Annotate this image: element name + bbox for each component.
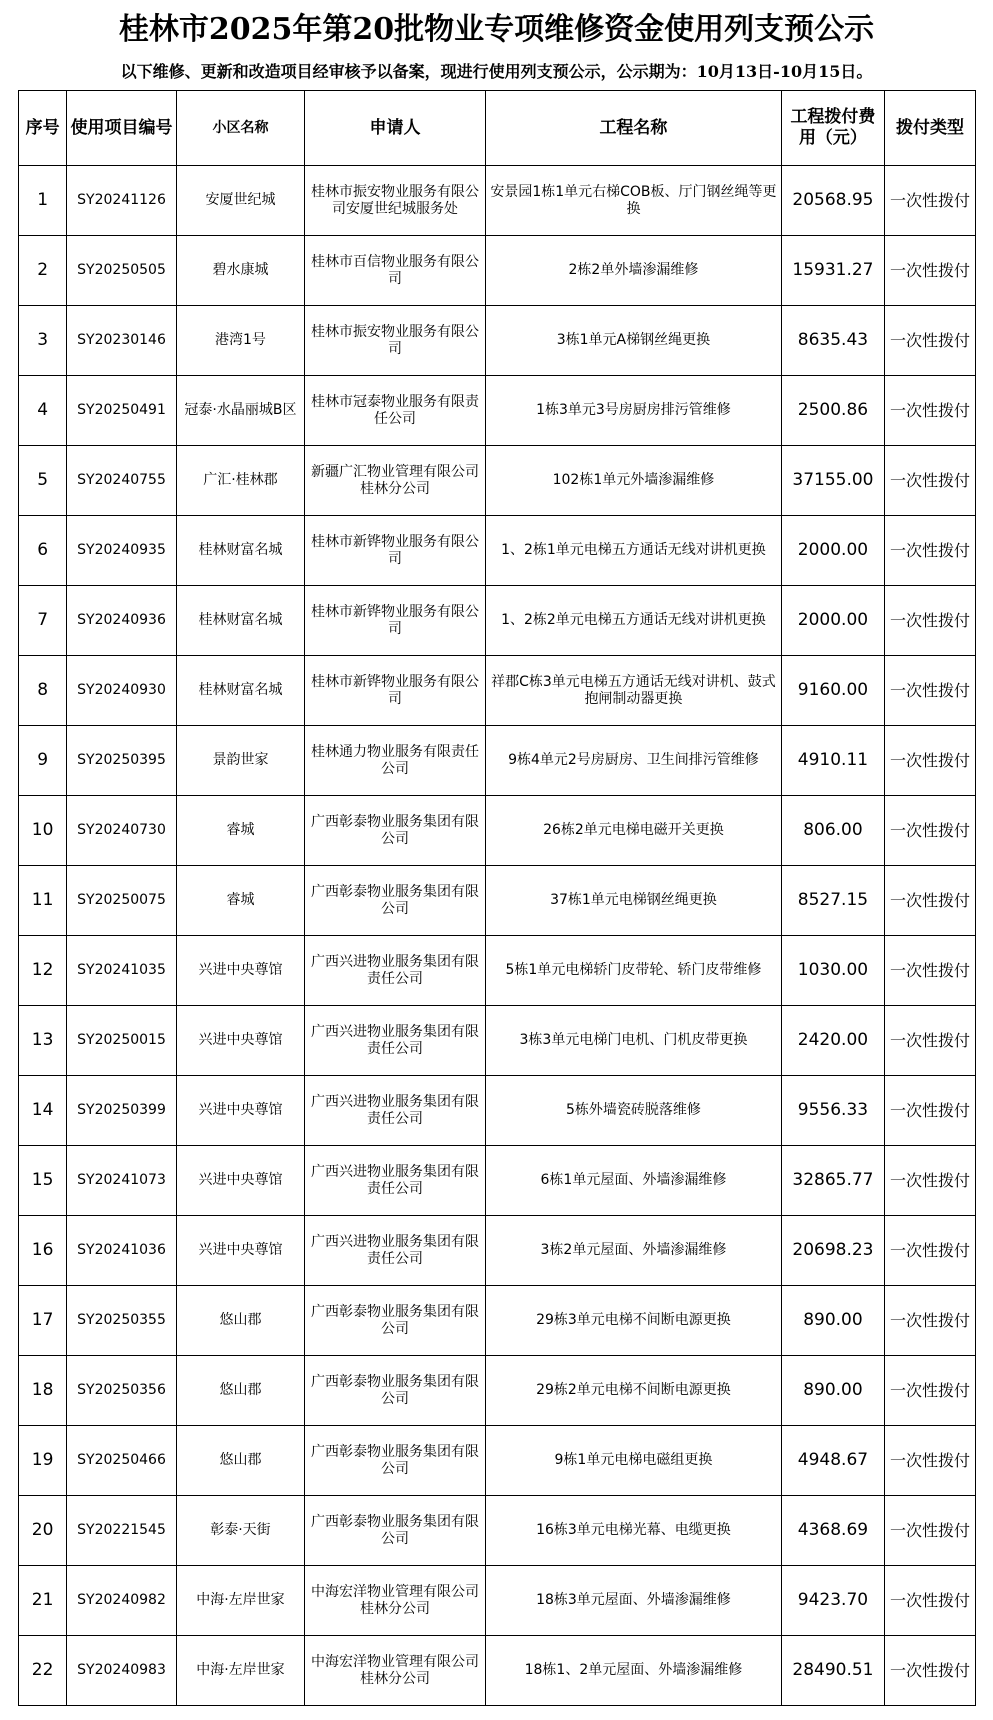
- header-amount: 工程拨付费用（元）: [781, 91, 884, 166]
- cell-project-id: SY20241073: [67, 1146, 177, 1216]
- cell-project-name: 18栋1、2单元屋面、外墙渗漏维修: [485, 1636, 781, 1706]
- cell-project-name: 9栋4单元2号房厨房、卫生间排污管维修: [485, 726, 781, 796]
- cell-amount: 9160.00: [781, 656, 884, 726]
- cell-project-name: 6栋1单元屋面、外墙渗漏维修: [485, 1146, 781, 1216]
- cell-amount: 32865.77: [781, 1146, 884, 1216]
- cell-amount: 1030.00: [781, 936, 884, 1006]
- cell-amount: 9556.33: [781, 1076, 884, 1146]
- cell-project-name: 102栋1单元外墙渗漏维修: [485, 446, 781, 516]
- cell-amount: 2500.86: [781, 376, 884, 446]
- table-row: [19, 586, 976, 656]
- cell-payment-type: 一次性拨付: [884, 376, 975, 446]
- cell-project-name: 3栋3单元电梯门电机、门机皮带更换: [485, 1006, 781, 1076]
- cell-community: 广汇·桂林郡: [176, 446, 304, 516]
- cell-project-id: SY20250356: [67, 1356, 177, 1426]
- cell-applicant: 广西彰泰物业服务集团有限公司: [305, 1356, 486, 1426]
- cell-payment-type: 一次性拨付: [884, 1496, 975, 1566]
- cell-amount: 4948.67: [781, 1426, 884, 1496]
- header-community: 小区名称: [176, 91, 304, 166]
- cell-applicant: 桂林市振安物业服务有限公司: [305, 306, 486, 376]
- cell-project-id: SY20240935: [67, 516, 177, 586]
- cell-community: 中海·左岸世家: [176, 1566, 304, 1636]
- table-header-row: [19, 91, 976, 166]
- cell-index: 18: [19, 1356, 67, 1426]
- cell-project-id: SY20221545: [67, 1496, 177, 1566]
- table-row: [19, 796, 976, 866]
- table-row: [19, 1286, 976, 1356]
- document-subtitle: 以下维修、更新和改造项目经审核予以备案，现进行使用列支预公示，公示期为：10月13日-10月15日。: [120, 62, 873, 81]
- table-row: [19, 1426, 976, 1496]
- cell-applicant: 广西兴进物业服务集团有限责任公司: [305, 936, 486, 1006]
- cell-amount: 20698.23: [781, 1216, 884, 1286]
- cell-payment-type: 一次性拨付: [884, 796, 975, 866]
- cell-index: 21: [19, 1566, 67, 1636]
- cell-applicant: 桂林市百信物业服务有限公司: [305, 236, 486, 306]
- cell-project-id: SY20240983: [67, 1636, 177, 1706]
- cell-community: 睿城: [176, 796, 304, 866]
- cell-applicant: 广西兴进物业服务集团有限责任公司: [305, 1216, 486, 1286]
- cell-applicant: 中海宏洋物业管理有限公司桂林分公司: [305, 1636, 486, 1706]
- cell-amount: 890.00: [781, 1286, 884, 1356]
- cell-project-id: SY20250466: [67, 1426, 177, 1496]
- cell-community: 港湾1号: [176, 306, 304, 376]
- cell-index: 16: [19, 1216, 67, 1286]
- cell-project-name: 37栋1单元电梯钢丝绳更换: [485, 866, 781, 936]
- table-row: [19, 376, 976, 446]
- cell-amount: 4368.69: [781, 1496, 884, 1566]
- cell-payment-type: 一次性拨付: [884, 1356, 975, 1426]
- cell-project-name: 3栋2单元屋面、外墙渗漏维修: [485, 1216, 781, 1286]
- cell-payment-type: 一次性拨付: [884, 1566, 975, 1636]
- cell-applicant: 桂林市冠泰物业服务有限责任公司: [305, 376, 486, 446]
- cell-amount: 2000.00: [781, 516, 884, 586]
- cell-amount: 15931.27: [781, 236, 884, 306]
- cell-community: 兴进中央尊馆: [176, 1076, 304, 1146]
- cell-community: 兴进中央尊馆: [176, 936, 304, 1006]
- document-title: 桂林市2025年第20批物业专项维修资金使用列支预公示: [118, 12, 875, 47]
- cell-payment-type: 一次性拨付: [884, 1286, 975, 1356]
- cell-applicant: 桂林市振安物业服务有限公司安厦世纪城服务处: [305, 166, 486, 236]
- cell-payment-type: 一次性拨付: [884, 166, 975, 236]
- table-body: [19, 166, 976, 1706]
- table-row: [19, 866, 976, 936]
- cell-applicant: 桂林市新铧物业服务有限公司: [305, 586, 486, 656]
- cell-project-name: 29栋3单元电梯不间断电源更换: [485, 1286, 781, 1356]
- cell-payment-type: 一次性拨付: [884, 236, 975, 306]
- cell-project-name: 18栋3单元屋面、外墙渗漏维修: [485, 1566, 781, 1636]
- cell-payment-type: 一次性拨付: [884, 1006, 975, 1076]
- cell-community: 桂林财富名城: [176, 586, 304, 656]
- cell-project-id: SY20250491: [67, 376, 177, 446]
- cell-community: 安厦世纪城: [176, 166, 304, 236]
- cell-project-name: 1、2栋1单元电梯五方通话无线对讲机更换: [485, 516, 781, 586]
- cell-project-id: SY20241035: [67, 936, 177, 1006]
- table-row: [19, 1356, 976, 1426]
- cell-project-id: SY20240982: [67, 1566, 177, 1636]
- cell-project-name: 5栋1单元电梯轿门皮带轮、轿门皮带维修: [485, 936, 781, 1006]
- cell-applicant: 广西彰泰物业服务集团有限公司: [305, 796, 486, 866]
- cell-project-id: SY20250355: [67, 1286, 177, 1356]
- cell-project-id: SY20250015: [67, 1006, 177, 1076]
- cell-amount: 806.00: [781, 796, 884, 866]
- table-row: [19, 1076, 976, 1146]
- cell-payment-type: 一次性拨付: [884, 936, 975, 1006]
- cell-community: 中海·左岸世家: [176, 1636, 304, 1706]
- cell-project-id: SY20240930: [67, 656, 177, 726]
- cell-amount: 8527.15: [781, 866, 884, 936]
- cell-community: 桂林财富名城: [176, 516, 304, 586]
- header-applicant: 申请人: [305, 91, 486, 166]
- cell-community: 兴进中央尊馆: [176, 1216, 304, 1286]
- cell-project-name: 29栋2单元电梯不间断电源更换: [485, 1356, 781, 1426]
- cell-index: 6: [19, 516, 67, 586]
- cell-index: 8: [19, 656, 67, 726]
- table-row: [19, 1146, 976, 1216]
- cell-payment-type: 一次性拨付: [884, 1076, 975, 1146]
- cell-index: 9: [19, 726, 67, 796]
- table-row: [19, 936, 976, 1006]
- cell-community: 冠泰·水晶丽城B区: [176, 376, 304, 446]
- table-row: [19, 656, 976, 726]
- cell-project-name: 1、2栋2单元电梯五方通话无线对讲机更换: [485, 586, 781, 656]
- cell-index: 20: [19, 1496, 67, 1566]
- cell-project-id: SY20250505: [67, 236, 177, 306]
- cell-applicant: 广西彰泰物业服务集团有限公司: [305, 1286, 486, 1356]
- cell-project-name: 安景园1栋1单元右梯COB板、厅门钢丝绳等更换: [485, 166, 781, 236]
- table-row: [19, 516, 976, 586]
- cell-index: 14: [19, 1076, 67, 1146]
- cell-project-id: SY20250075: [67, 866, 177, 936]
- table-row: [19, 236, 976, 306]
- cell-payment-type: 一次性拨付: [884, 1146, 975, 1216]
- cell-community: 碧水康城: [176, 236, 304, 306]
- header-project-name: 工程名称: [485, 91, 781, 166]
- cell-project-id: SY20250395: [67, 726, 177, 796]
- cell-project-name: 2栋2单外墙渗漏维修: [485, 236, 781, 306]
- cell-project-name: 9栋1单元电梯电磁组更换: [485, 1426, 781, 1496]
- cell-community: 景韵世家: [176, 726, 304, 796]
- cell-index: 7: [19, 586, 67, 656]
- table-row: [19, 1216, 976, 1286]
- cell-index: 10: [19, 796, 67, 866]
- cell-community: 兴进中央尊馆: [176, 1006, 304, 1076]
- cell-index: 12: [19, 936, 67, 1006]
- cell-amount: 890.00: [781, 1356, 884, 1426]
- cell-amount: 9423.70: [781, 1566, 884, 1636]
- cell-applicant: 广西彰泰物业服务集团有限公司: [305, 1426, 486, 1496]
- table-row: [19, 1496, 976, 1566]
- cell-payment-type: 一次性拨付: [884, 1426, 975, 1496]
- cell-amount: 4910.11: [781, 726, 884, 796]
- cell-index: 2: [19, 236, 67, 306]
- cell-applicant: 中海宏洋物业管理有限公司桂林分公司: [305, 1566, 486, 1636]
- cell-applicant: 桂林通力物业服务有限责任公司: [305, 726, 486, 796]
- cell-project-id: SY20241036: [67, 1216, 177, 1286]
- cell-index: 4: [19, 376, 67, 446]
- cell-amount: 20568.95: [781, 166, 884, 236]
- cell-project-name: 3栋1单元A梯钢丝绳更换: [485, 306, 781, 376]
- cell-applicant: 桂林市新铧物业服务有限公司: [305, 516, 486, 586]
- cell-project-id: SY20240730: [67, 796, 177, 866]
- cell-amount: 2420.00: [781, 1006, 884, 1076]
- cell-community: 悠山郡: [176, 1286, 304, 1356]
- cell-project-id: SY20240936: [67, 586, 177, 656]
- cell-project-id: SY20241126: [67, 166, 177, 236]
- cell-project-id: SY20230146: [67, 306, 177, 376]
- cell-index: 13: [19, 1006, 67, 1076]
- cell-payment-type: 一次性拨付: [884, 726, 975, 796]
- table-row: [19, 726, 976, 796]
- cell-amount: 28490.51: [781, 1636, 884, 1706]
- table-row: [19, 166, 976, 236]
- cell-project-id: SY20240755: [67, 446, 177, 516]
- cell-index: 15: [19, 1146, 67, 1216]
- cell-amount: 8635.43: [781, 306, 884, 376]
- cell-applicant: 广西彰泰物业服务集团有限公司: [305, 866, 486, 936]
- cell-payment-type: 一次性拨付: [884, 446, 975, 516]
- cell-payment-type: 一次性拨付: [884, 656, 975, 726]
- cell-index: 3: [19, 306, 67, 376]
- cell-project-name: 1栋3单元3号房厨房排污管维修: [485, 376, 781, 446]
- cell-payment-type: 一次性拨付: [884, 516, 975, 586]
- table-row: [19, 1566, 976, 1636]
- cell-payment-type: 一次性拨付: [884, 1636, 975, 1706]
- cell-amount: 37155.00: [781, 446, 884, 516]
- cell-community: 悠山郡: [176, 1426, 304, 1496]
- cell-project-id: SY20250399: [67, 1076, 177, 1146]
- cell-applicant: 广西兴进物业服务集团有限责任公司: [305, 1146, 486, 1216]
- cell-index: 11: [19, 866, 67, 936]
- cell-payment-type: 一次性拨付: [884, 866, 975, 936]
- header-index: 序号: [19, 91, 67, 166]
- header-project-id: 使用项目编号: [67, 91, 177, 166]
- cell-community: 桂林财富名城: [176, 656, 304, 726]
- cell-payment-type: 一次性拨付: [884, 586, 975, 656]
- cell-applicant: 广西兴进物业服务集团有限责任公司: [305, 1076, 486, 1146]
- cell-applicant: 广西兴进物业服务集团有限责任公司: [305, 1006, 486, 1076]
- table-row: [19, 446, 976, 516]
- cell-index: 1: [19, 166, 67, 236]
- table-row: [19, 1636, 976, 1706]
- cell-community: 睿城: [176, 866, 304, 936]
- cell-community: 悠山郡: [176, 1356, 304, 1426]
- cell-index: 5: [19, 446, 67, 516]
- cell-payment-type: 一次性拨付: [884, 306, 975, 376]
- cell-community: 兴进中央尊馆: [176, 1146, 304, 1216]
- cell-project-name: 5栋外墙瓷砖脱落维修: [485, 1076, 781, 1146]
- cell-project-name: 26栋2单元电梯电磁开关更换: [485, 796, 781, 866]
- cell-applicant: 广西彰泰物业服务集团有限公司: [305, 1496, 486, 1566]
- header-payment-type: 拨付类型: [884, 91, 975, 166]
- cell-index: 17: [19, 1286, 67, 1356]
- cell-applicant: 桂林市新铧物业服务有限公司: [305, 656, 486, 726]
- cell-index: 22: [19, 1636, 67, 1706]
- funding-table: [18, 90, 976, 1706]
- cell-community: 彰泰·天街: [176, 1496, 304, 1566]
- table-row: [19, 306, 976, 376]
- cell-project-name: 16栋3单元电梯光幕、电缆更换: [485, 1496, 781, 1566]
- cell-project-name: 祥郡C栋3单元电梯五方通话无线对讲机、鼓式抱闸制动器更换: [485, 656, 781, 726]
- cell-applicant: 新疆广汇物业管理有限公司桂林分公司: [305, 446, 486, 516]
- cell-index: 19: [19, 1426, 67, 1496]
- cell-amount: 2000.00: [781, 586, 884, 656]
- table-row: [19, 1006, 976, 1076]
- cell-payment-type: 一次性拨付: [884, 1216, 975, 1286]
